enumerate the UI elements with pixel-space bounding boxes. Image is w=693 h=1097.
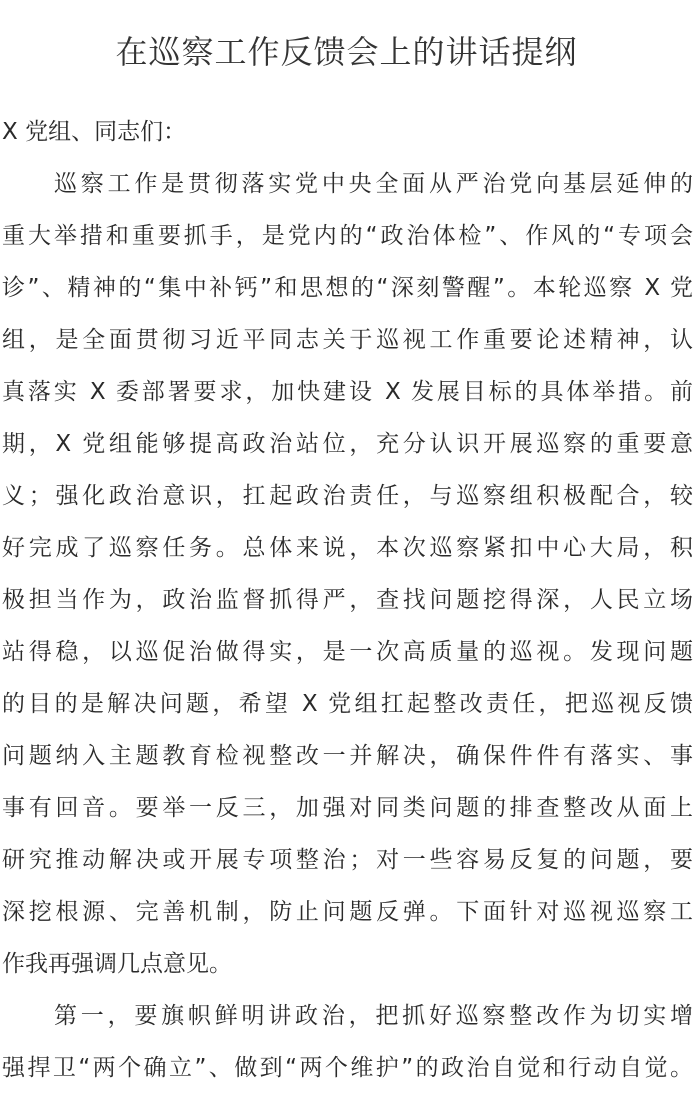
paragraph-line: 好完成了巡察任务。总体来说，本次巡察紧扣中心大局，积 xyxy=(2,535,693,561)
salutation: X 党组、同志们： xyxy=(2,119,187,145)
paragraph-line: 第一，要旗帜鲜明讲政治，把抓好巡察整改作为切实增 xyxy=(54,1003,693,1029)
paragraph-line: 义；强化政治意识，扛起政治责任，与巡察组积极配合，较 xyxy=(2,483,693,509)
paragraph-line: 站得稳，以巡促治做得实，是一次高质量的巡视。发现问题 xyxy=(2,639,693,665)
paragraph-line: 的目的是解决问题，希望 X 党组扛起整改责任，把巡视反馈 xyxy=(2,691,693,717)
paragraph-line: 研究推动解决或开展专项整治；对一些容易反复的问题，要 xyxy=(2,847,693,873)
paragraph-line: 问题纳入主题教育检视整改一并解决，确保件件有落实、事 xyxy=(2,743,693,769)
paragraph-line: 真落实 X 委部署要求，加快建设 X 发展目标的具体举措。前 xyxy=(2,379,693,405)
paragraph-line: 极担当作为，政治监督抓得严，查找问题挖得深，人民立场 xyxy=(2,587,693,613)
paragraph-line: 重大举措和重要抓手，是党内的“政治体检”、作风的“专项会 xyxy=(2,223,693,249)
paragraph-intro xyxy=(2,158,693,990)
paragraph-line: 组，是全面贯彻习近平同志关于巡视工作重要论述精神，认 xyxy=(2,327,693,353)
paragraph-line: 深挖根源、完善机制，防止问题反弹。下面针对巡视巡察工 xyxy=(2,899,693,925)
document-title: 在巡察工作反馈会上的讲话提纲 xyxy=(115,33,578,71)
paragraph-line: 期，X 党组能够提高政治站位，充分认识开展巡察的重要意 xyxy=(2,431,693,457)
paragraph-line: 作我再强调几点意见。 xyxy=(2,951,232,977)
paragraph-line: 强捍卫“两个确立”、做到“两个维护”的政治自觉和行动自觉。 xyxy=(2,1055,693,1081)
paragraph-point-one xyxy=(2,990,693,1094)
paragraph-line: 巡察工作是贯彻落实党中央全面从严治党向基层延伸的 xyxy=(54,171,693,197)
paragraph-line: 诊”、精神的“集中补钙”和思想的“深刻警醒”。本轮巡察 X 党 xyxy=(2,275,693,301)
paragraph-line: 事有回音。要举一反三，加强对同类问题的排查整改从面上 xyxy=(2,795,693,821)
